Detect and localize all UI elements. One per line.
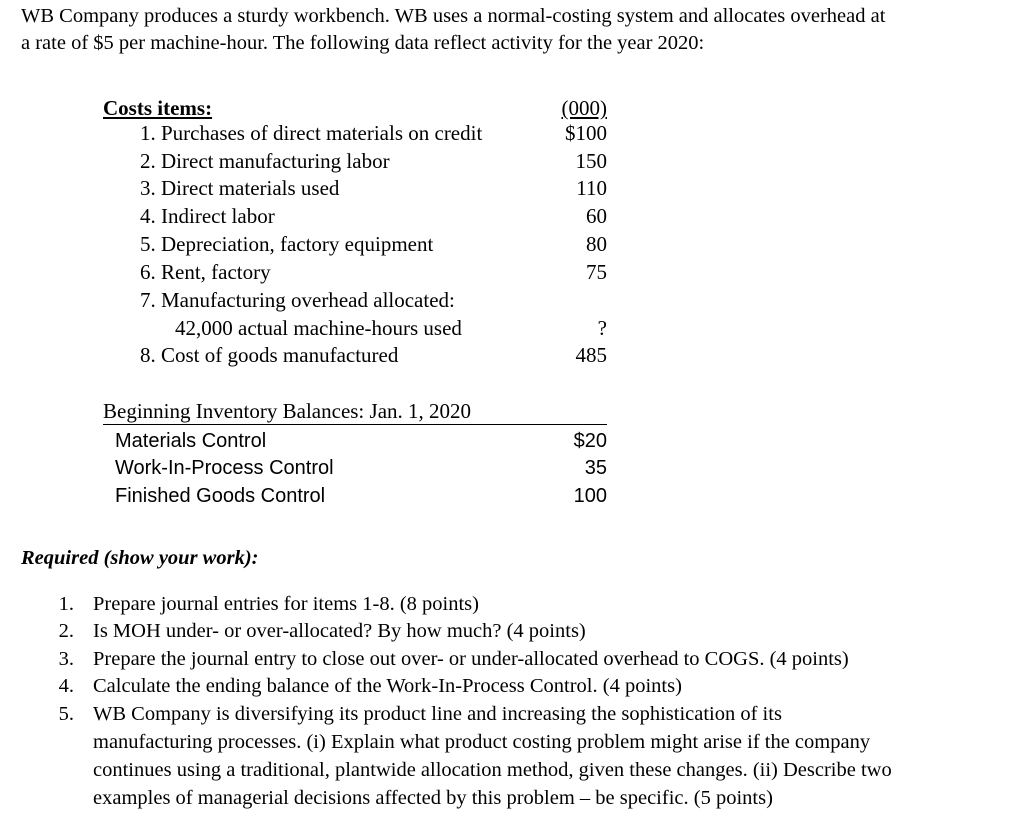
intro-paragraph [21,3,1011,57]
cost-item-value: 60 [586,204,607,228]
inventory-item-label: Materials Control [115,430,267,452]
list-text: WB Company is diversifying its product line and increasing the sophistication of its [93,703,782,725]
intro-line: WB Company produces a sturdy workbench. WB uses a normal-costing system and allocates overhead at [21,5,886,27]
cost-item-value: $100 [565,121,607,145]
cost-item-value: 150 [575,149,607,173]
inventory-item-value: 100 [573,485,607,507]
required-title: Required (show your work): [21,547,259,569]
heading-rule [103,424,607,425]
cost-item-value: ? [597,316,607,340]
inventory-item-label: Work-In-Process Control [115,457,334,479]
cost-item-label: 8. Cost of goods manufactured [140,343,399,367]
unit-header: (000) [561,96,607,120]
list-text: Prepare journal entries for items 1-8. (8 points) [93,593,479,615]
cost-item-sublabel: 42,000 actual machine-hours used [175,316,462,340]
list-number: 1. [58,593,74,615]
inventory-item-value: $20 [573,430,607,452]
list-text: Calculate the ending balance of the Work-In-Process Control. (4 points) [93,675,682,697]
inventory-heading: Beginning Inventory Balances: Jan. 1, 2020 [103,399,472,423]
list-number: 5. [58,703,74,725]
cost-item-value: 80 [586,232,607,256]
list-number: 2. [58,620,74,642]
cost-item-label: 5. Depreciation, factory equipment [140,232,434,256]
cost-item-value: 110 [576,176,607,200]
cost-item-label: 1. Purchases of direct materials on credit [140,121,483,145]
cost-item-label: 6. Rent, factory [140,260,271,284]
list-number: 4. [58,675,74,697]
costs-heading: Costs items: [103,96,213,120]
cost-item-value: 75 [586,260,607,284]
list-number: 3. [58,648,74,670]
list-text: Is MOH under- or over-allocated? By how much? (4 points) [93,620,586,642]
list-text: Prepare the journal entry to close out over- or under-allocated overhead to COGS. (4 points) [93,648,849,670]
list-text: examples of managerial decisions affected by this problem – be specific. (5 points) [93,787,773,809]
inventory-item-value: 35 [584,457,607,479]
inventory-item-label: Finished Goods Control [115,485,326,507]
cost-item-label: 3. Direct materials used [140,176,340,200]
cost-item-label: 7. Manufacturing overhead allocated: [140,288,455,312]
cost-item-label: 2. Direct manufacturing labor [140,149,390,173]
cost-item-label: 4. Indirect labor [140,204,275,228]
list-text: manufacturing processes. (i) Explain what product costing problem might arise if the company [93,731,871,753]
intro-line: a rate of $5 per machine-hour. The following data reflect activity for the year 2020: [21,32,705,54]
cost-item-value: 485 [575,343,607,367]
list-text: continues using a traditional, plantwide allocation method, given these changes. (ii) Describe two [93,759,892,781]
